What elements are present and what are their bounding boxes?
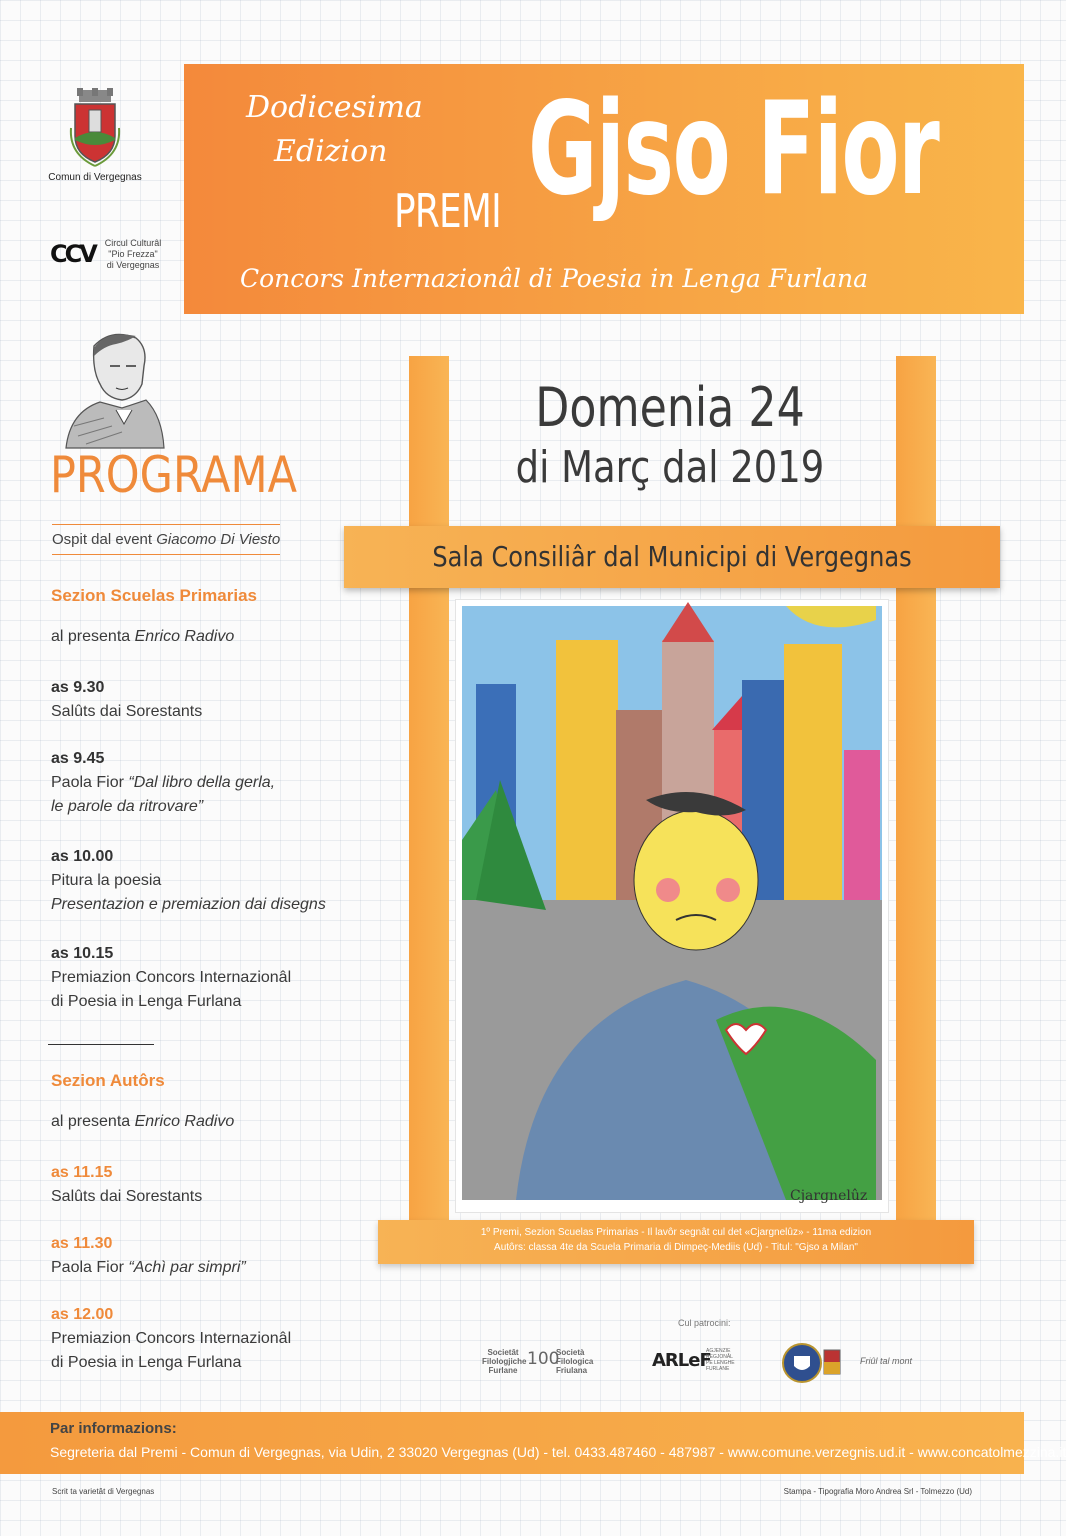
main-title: Gjso Fior (528, 75, 939, 224)
sf-left-line-1: Societât (487, 1348, 519, 1357)
program-desc (51, 771, 275, 795)
event-venue: Sala Consiliâr dal Municipi di Vergegnas (432, 540, 912, 573)
program-talk-title: “Achì par simpri” (128, 1259, 246, 1276)
programa-title: PROGRAMA (50, 446, 298, 504)
program-desc-italic: Presentazion e premiazion dai disegns (51, 896, 326, 913)
circul-text (88, 238, 178, 271)
sf-100-icon (526, 1344, 560, 1372)
painting-image (456, 600, 888, 1212)
easel-post-right (896, 356, 936, 1226)
sf-left-line-3: Furlane (488, 1366, 518, 1375)
arlef-sub-2: REGJONÂL (706, 1354, 733, 1360)
program-desc (51, 1256, 246, 1280)
comune-crest-icon (67, 88, 123, 168)
program-desc-2 (51, 795, 275, 819)
program-desc: Salûts dai Sorestants (51, 703, 203, 720)
easel-post-left (409, 356, 449, 1226)
program-desc: Salûts dai Sorestants (51, 1188, 203, 1205)
venue-bar (344, 526, 1000, 588)
section-authors-title: Sezion Autôrs (51, 1071, 165, 1090)
painting-caption-2: Autôrs: classa 4te da Scuela Primaria di Dimpeç-Mediis (Ud) - Titul: "Gjso a Milan" (494, 1242, 858, 1253)
societat-filologjiche-logo (482, 1342, 612, 1382)
section-primary-title: Sezion Scuelas Primarias (51, 586, 257, 605)
footer-left-note: Scrit ta varietât di Vergegnas (52, 1487, 155, 1496)
program-desc: Pitura la poesia (51, 872, 162, 889)
info-text: Segreteria dal Premi - Comun di Vergegnas, via Udin, 2 33020 Vergegnas (Ud) - tel. 0433.487460 - 487987 - www.comune.verzegnis.ud.it - www.concatolmezzina.it (50, 1444, 1066, 1460)
program-desc-2: di Poesia in Lenga Furlana (51, 993, 242, 1010)
program-item (51, 1303, 291, 1375)
sf-left-line-2: Filologjiche (482, 1357, 527, 1366)
presenter-name: Enrico Radivo (134, 628, 235, 645)
program-time: as 10.00 (51, 848, 114, 865)
presenter-prefix: al presenta (51, 1113, 131, 1130)
arlef-logo: ARLeF (652, 1350, 711, 1371)
sf-right-text (556, 1348, 602, 1375)
program-speaker: Paola Fior (51, 774, 124, 791)
friul-tal-mont: Friûl tal mont (860, 1356, 913, 1366)
sf-right-line-1: Società (556, 1348, 585, 1357)
program-desc-2 (51, 893, 326, 917)
circul-logo (50, 236, 180, 276)
painting-signature: Cjargnelûz (790, 1188, 868, 1204)
child-painting (456, 600, 888, 1212)
partner-crests (782, 1342, 842, 1384)
presenter-prefix: al presenta (51, 628, 131, 645)
arlef-sub-1: AGJENZIE (706, 1348, 731, 1354)
host-name: Giacomo Di Viesto (156, 531, 281, 548)
host-line (52, 524, 280, 555)
circul-line-2: "Pio Frezza" (108, 249, 158, 259)
caption-bar (378, 1220, 974, 1264)
event-date-day: Domenia 24 (535, 376, 805, 439)
program-time: as 11.15 (51, 1164, 113, 1181)
host-prefix: Ospit dal event (52, 531, 153, 548)
edition-line-2: Edizion (274, 134, 388, 169)
info-label: Par informazions: (50, 1420, 177, 1437)
comune-logo (40, 88, 150, 183)
arlef-subtitle (706, 1348, 735, 1372)
premi-label: PREMI (394, 184, 501, 238)
program-talk-title: “Dal libro della gerla, (128, 774, 276, 791)
program-desc-2: di Poesia in Lenga Furlana (51, 1354, 242, 1371)
ccv-mark: CCV (50, 240, 95, 268)
arlef-sub-4: FURLANE (706, 1366, 730, 1372)
program-item (51, 747, 275, 819)
poet-portrait-sketch (56, 326, 166, 448)
footer-right-note: Stampa - Tipografia Moro Andrea Srl - Tolmezzo (Ud) (783, 1487, 972, 1496)
program-desc: Premiazion Concors Internazionâl (51, 1330, 292, 1347)
comune-name: Comun di Vergegnas (48, 172, 142, 183)
program-time: as 11.30 (51, 1235, 113, 1252)
subtitle: Concors Internazionâl di Poesia in Lenga Furlana (240, 264, 868, 293)
program-time: as 9.45 (51, 750, 105, 767)
header-band (184, 64, 1024, 314)
arlef-sub-3: PE LENGHE (706, 1360, 735, 1366)
program-desc: Premiazion Concors Internazionâl (51, 969, 292, 986)
sf-left-text (482, 1348, 527, 1375)
program-item (51, 676, 202, 724)
program-item (51, 1232, 246, 1280)
section-divider (48, 1044, 154, 1045)
program-time: as 9.30 (51, 679, 105, 696)
circul-line-1: Circul Culturâl (104, 238, 162, 248)
program-speaker: Paola Fior (51, 1259, 124, 1276)
painting-caption-1: 1º Premi, Sezion Scuelas Primarias - Il lavôr segnât cul det «Cjargnelûz» - 11ma edizion (480, 1227, 872, 1238)
sf-right-line-2: Filologica (556, 1357, 594, 1366)
sf-right-line-3: Friulana (556, 1366, 588, 1375)
edition-line-1: Dodicesima (246, 90, 423, 125)
program-time: as 10.15 (51, 945, 114, 962)
program-talk-title-2: le parole da ritrovare” (51, 798, 204, 815)
footer-band (0, 1412, 1066, 1474)
section-primary-presenter (51, 625, 234, 649)
program-item (51, 1161, 202, 1209)
program-item (51, 845, 326, 917)
event-date-month-year: di Març dal 2019 (515, 442, 825, 493)
presenter-name: Enrico Radivo (134, 1113, 235, 1130)
program-time: as 12.00 (51, 1306, 114, 1323)
program-item (51, 942, 291, 1014)
circul-line-3: di Vergegnas (106, 260, 160, 270)
patronage-label: Cul patrocini: (678, 1318, 731, 1328)
svg-text:100: 100 (527, 1349, 560, 1369)
section-authors-presenter (51, 1110, 234, 1134)
